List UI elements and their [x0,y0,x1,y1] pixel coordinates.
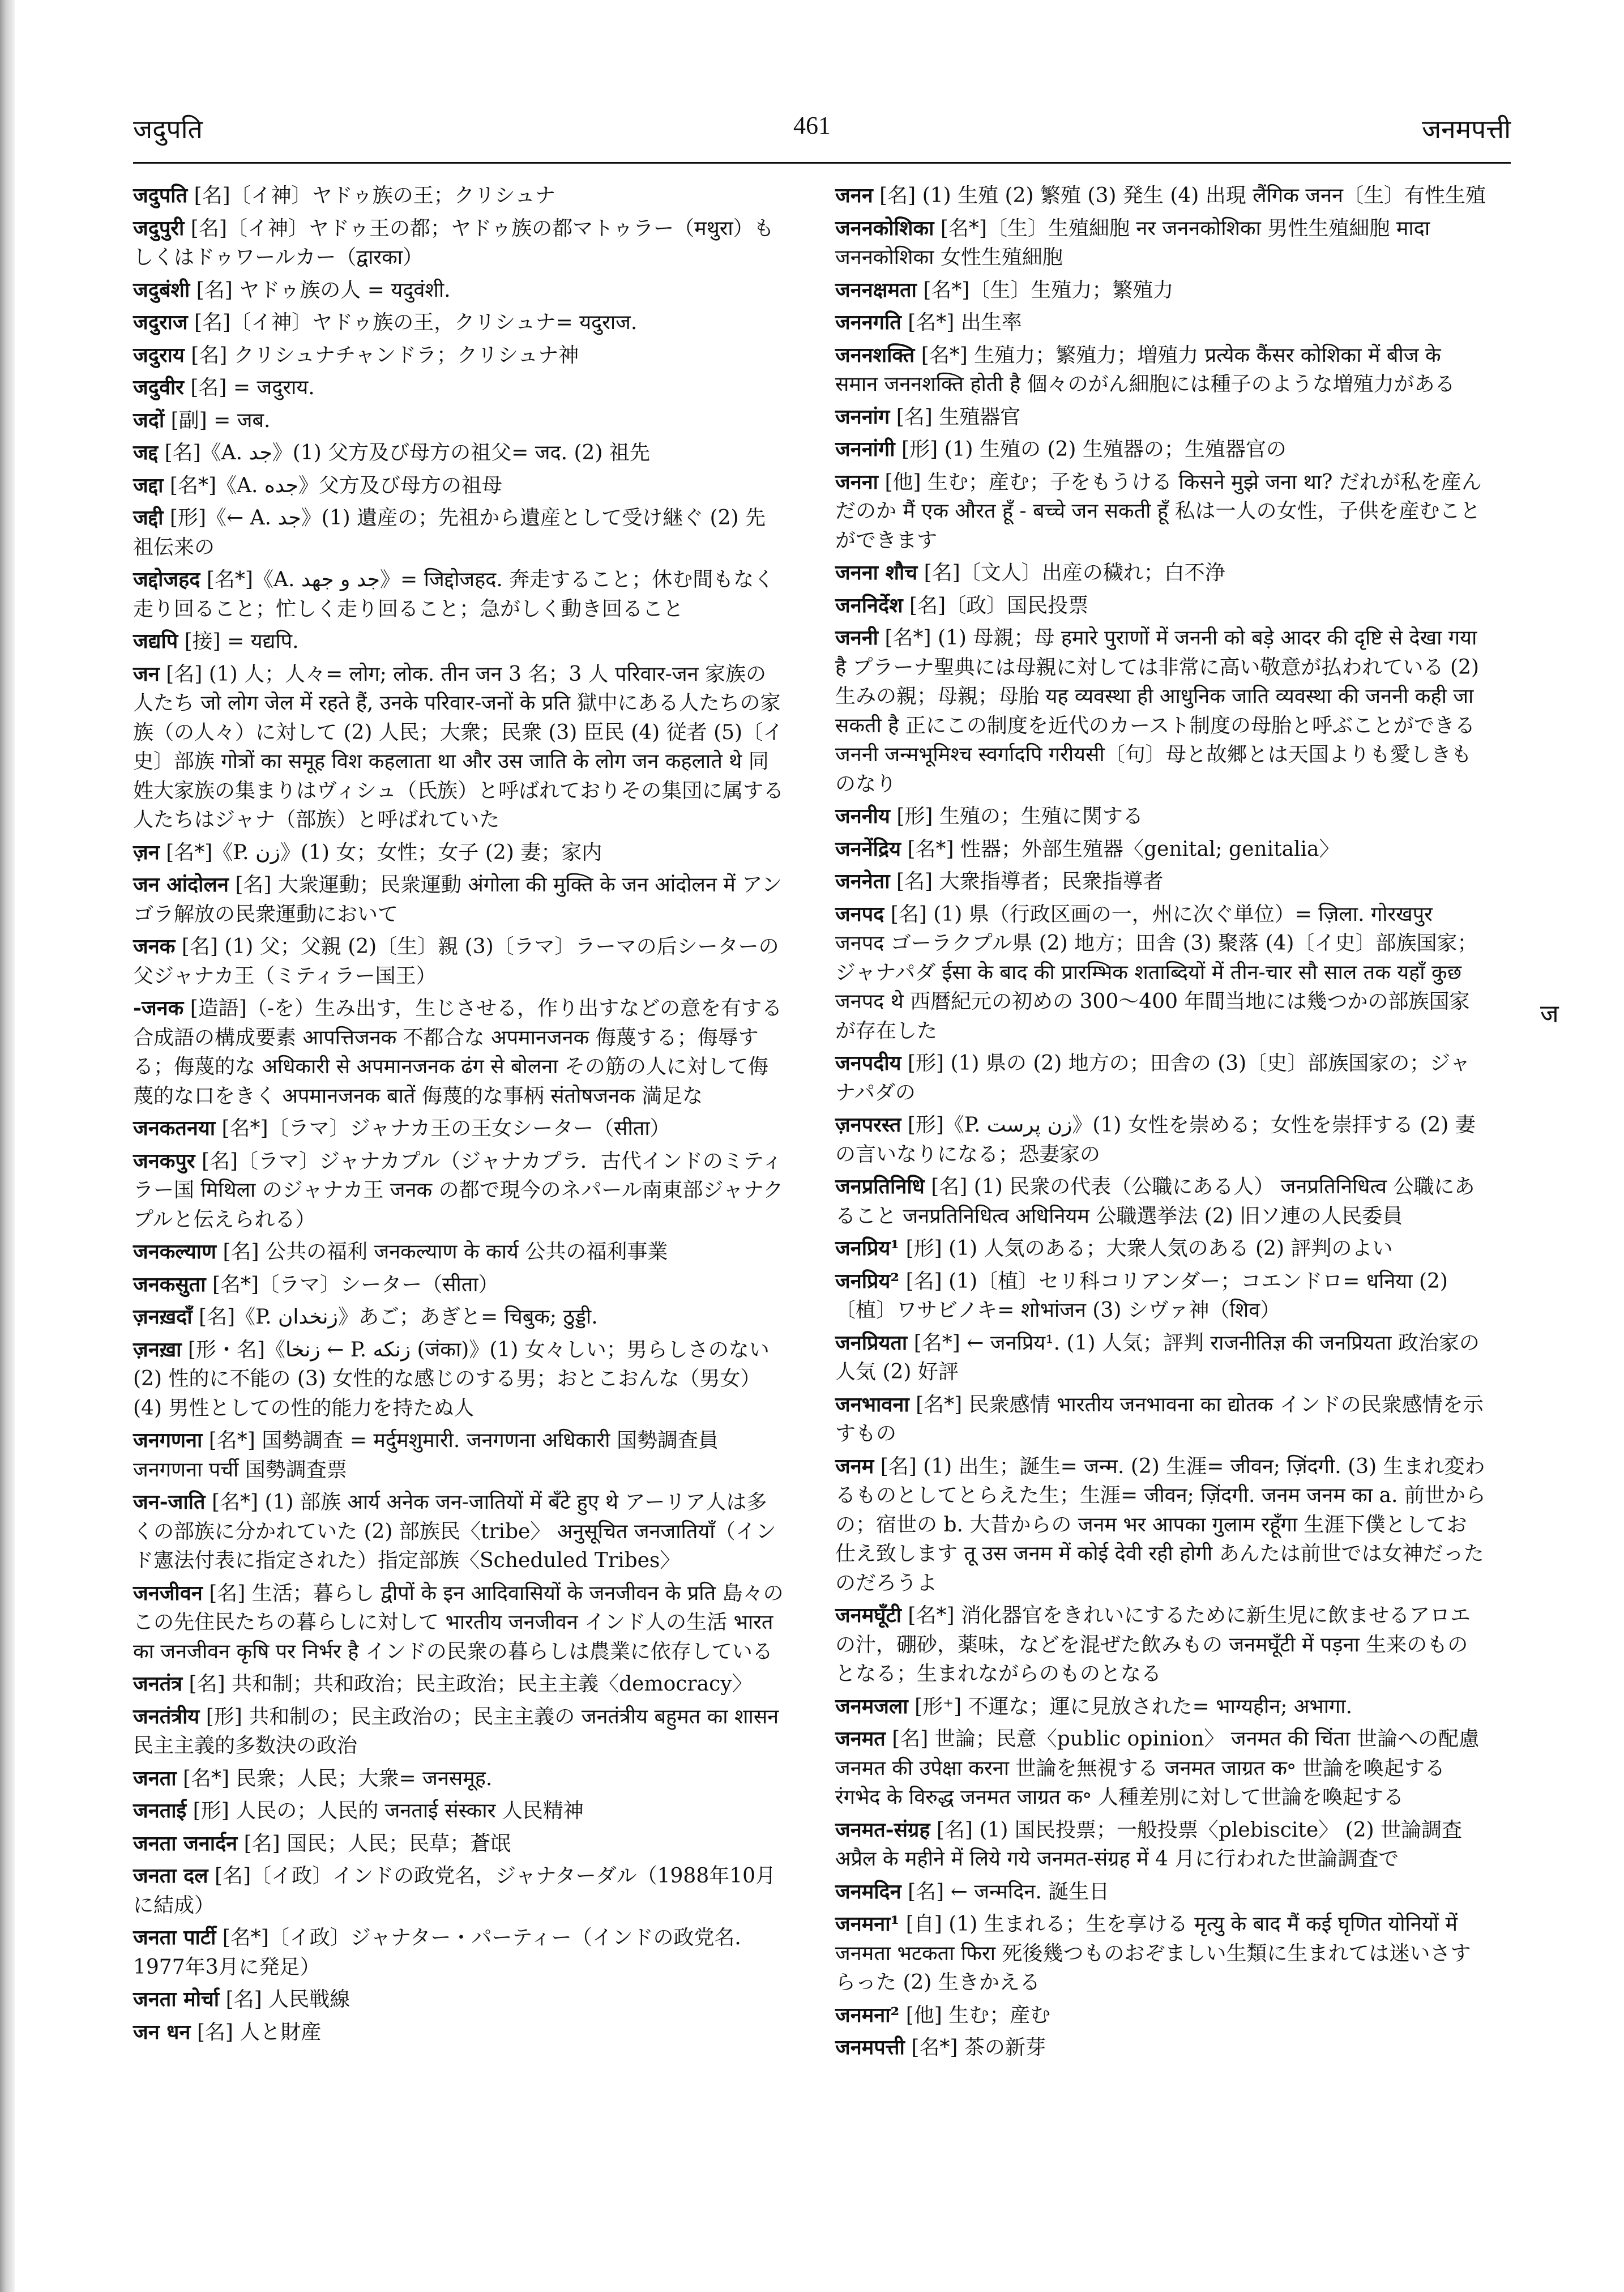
entry-headword: जनप्रिय¹ [835,1236,900,1260]
dictionary-entry [835,591,1486,621]
entry-headword: जननीय [835,804,890,828]
dictionary-entry [835,181,1486,211]
dictionary-entry [835,867,1486,897]
entry-headword: जनमघूँटी [835,1603,901,1627]
entry-headword: जनता जनार्दन [133,1831,238,1855]
entry-definition: [名*] (1) 母親；母 हमारे पुराणों में जननी को बड़े आदर की दृष्टि से देखा गया है プラーナ聖典には母親に対しては非常に高い敬意が払われている (2) 生みの親；母親；母胎 यह व्यवस्था ही आधुनिक जाति व्यवस्था की जननी कही जा सकती है 正にこの制度を近代のカースト制度の母胎と呼ぶことができる जननी जन्मभूमिश्च स्वर्गादपि गरीयसी〔句〕母と故郷とは天国よりも愛しきものなり [835,626,1479,796]
dictionary-entry [133,1764,784,1794]
entry-headword: जनमपत्ती [835,2035,905,2059]
dictionary-entry [133,1147,784,1235]
dictionary-entry [133,438,784,468]
entry-definition: [名]《P. زنخدان》あご；あぎと= चिबुक; ठुड्डी. [199,1305,598,1329]
entry-headword: जननक्षमता [835,278,917,302]
dictionary-entry [835,1910,1486,1998]
dictionary-entry [835,900,1486,1046]
dictionary-entry [133,660,784,835]
entry-headword: जननशक्ति [835,343,915,367]
entry-definition: [名*] 消化器官をきれいにするために新生児に飲ませるアロエの汁，硼砂，薬味，などを混ぜた飲みもの जनमघूँटी में पड़ना 生来のものとなる；生まれながらのものとなる [835,1604,1471,1685]
entry-definition: [名*] 茶の新芽 [911,2036,1046,2059]
dictionary-entry [835,341,1486,399]
entry-definition: [名]〔文人〕出産の穢れ；白不浄 [924,561,1225,584]
dictionary-entry [133,838,784,868]
entry-definition: [形]《P. زن پرست》(1) 女性を崇める；女性を崇拝する (2) 妻の言いなりになる；恐妻家の [835,1113,1476,1166]
entry-headword: जननिर्देश [835,593,903,617]
entry-definition: [名*] 民衆；人民；大衆= जनसमूह. [183,1766,493,1790]
entry-definition: [形] (1) 県の (2) 地方の；田舎の (3)〔史〕部族国家の；ジャナパダの [835,1052,1471,1104]
dictionary-entry [835,1234,1486,1264]
page-number: 461 [793,112,831,139]
entry-definition: [名*] 民衆感情 भारतीय जनभावना का द्योतक インドの民衆感情を示すもの [835,1393,1484,1445]
entry-headword: जनन [835,183,873,207]
dictionary-entry [133,1270,784,1300]
dictionary-entry [835,1267,1486,1325]
dictionary-entry [835,276,1486,305]
entry-definition: [名*]《P. زن》(1) 女；女性；女子 (2) 妻；家内 [166,840,602,864]
entry-headword: जद्दोजहद [133,567,200,591]
entry-headword: जननी [835,626,878,650]
dictionary-entry [835,214,1486,272]
entry-definition: [形]《← A. جد》(1) 遺産の；先祖から遺産として受け継ぐ (2) 先祖伝来の [133,506,766,559]
entry-headword: जनमना¹ [835,1912,900,1936]
entry-definition: [形・名]《زنخا ← P. زنکه (जंका)》(1) 女々しい；男らしさのない (2) 性的に不能の (3) 女性的な感じのする男；おとこおんな（男女） (4) 男性としての性的能力を持たぬ人 [133,1338,770,1420]
dictionary-entry [133,1335,784,1423]
entry-headword: जन आंदोलन [133,873,229,897]
dictionary-entry [835,2001,1486,2030]
dictionary-entry [835,1390,1486,1449]
running-head-right: जनमपत्ती [1422,114,1511,144]
entry-headword: जननकोशिका [835,216,934,240]
entry-definition: [名*] 性器；外部生殖器〈genital; genitalia〉 [907,837,1340,861]
dictionary-entry [133,373,784,403]
entry-definition: [名*]《A. جده》父方及び母方の祖母 [169,473,502,497]
entry-definition: [名] (1) 国民投票；一般投票〈plebiscite〉 (2) 世論調査 अप्रैल के महीने में लिये गये जनमत-संग्रह में 4 月に行われた世論調査で [835,1818,1463,1871]
dictionary-entry [835,1111,1486,1169]
dictionary-entry [133,214,784,272]
entry-definition: [形] 共和制の；民主政治の；民主主義の जनतंत्रीय बहुमत का शासन 民主主義的多数決の政治 [133,1705,779,1757]
entry-definition: [名] 大衆指導者；民衆指導者 [896,870,1164,893]
entry-headword: जनमत-संग्रह [835,1817,930,1842]
dictionary-entry [133,1237,784,1267]
dictionary-entry [133,1796,784,1826]
entry-definition: [名] 共和制；共和政治；民主政治；民主主義〈democracy〉 [189,1672,753,1696]
dictionary-entry [133,1923,784,1982]
dictionary-entry [835,1172,1486,1231]
entry-definition: [名] 生殖器官 [896,405,1021,429]
entry-definition: [接] = यद्यपि. [184,630,299,653]
entry-headword: जदुराय [133,343,185,367]
entry-definition: [名] ヤドゥ族の人 = यदुवंशी. [196,278,451,302]
entry-headword: जद्दी [133,506,164,530]
entry-headword: जनजीवन [133,1581,203,1605]
left-column [133,181,784,2050]
entry-definition: [名*]《A. جد و جهد》= जिद्दोजहद. 奔走すること；休む間もなく走り回ること；忙しく走り回ること；急がしく動き回ること [133,568,775,621]
entry-headword: -जनक [133,996,184,1020]
entry-definition: [名] 人と財産 [196,2020,322,2044]
entry-definition: [名*]〔生〕生殖細胞 नर जननकोशिका 男性生殖細胞 मादा जननकोशिका 女性生殖細胞 [835,216,1430,269]
dictionary-entry [835,1049,1486,1107]
dictionary-entry [835,802,1486,831]
dictionary-entry [133,994,784,1111]
entry-headword: ज़नख़ा [133,1337,182,1361]
dictionary-entry [835,558,1486,588]
dictionary-entry [133,471,784,501]
dictionary-entry [835,308,1486,338]
entry-definition: [名] (1)〔植〕セリ科コリアンダー；コエンドロ= धनिया (2)〔植〕ワサビノキ= शोभांजन (3) シヴァ神（शिव） [835,1269,1448,1322]
dictionary-entry [133,1426,784,1484]
entry-definition: [名*]〔ラマ〕ジャナカ王の王女シーター（सीता） [221,1117,670,1140]
entry-headword: जनकतनया [133,1116,216,1140]
entry-headword: जननेंद्रिय [835,836,901,861]
entry-headword: जनता [133,1766,177,1790]
entry-definition: [自] (1) 生まれる；生を享ける मृत्यु के बाद मैं कई घृणित योनियों में जनमता भटकता फिरा 死後幾つものおぞましい生類に生まれては迷いさすらった (2) 生きかえる [835,1913,1471,1994]
entry-headword: जन-जाति [133,1490,206,1514]
entry-definition: [名*] (1) 部族 आर्य अनेक जन-जातियों में बँटे हुए थे アーリア人は多くの部族に分かれていた (2) 部族民〈tribe〉 अनुसूचित जनजातियाँ（インド憲法付表に指定された）指定部族〈Scheduled Tribes〉 [133,1491,776,1572]
entry-definition: [名] (1) 出生；誕生= जन्म. (2) 生涯= जीवन; ज़िंदगी. (3) 生まれ変わるものとしてとらえた生；生涯= जीवन; ज़िंदगी. जनम जनम का a. 前世からの；宿世の b. 大昔からの जनम भर आपका गुलाम रहूँगा 生涯下僕としてお仕え致します तू उस जनम में कोई देवी रही होगी あんたは前世では女神だったのだろうよ [835,1454,1486,1595]
entry-definition: [名] (1) 民衆の代表（公職にある人） जनप्रतिनिधित्व 公職にあること जनप्रतिनिधित्व अधिनियम 公職選挙法 (2) 旧ソ連の人民委員 [835,1175,1475,1228]
right-column [835,181,1486,2066]
dictionary-entry [835,1725,1486,1812]
dictionary-entry [133,1303,784,1332]
entry-headword: जनक [133,934,176,958]
entry-headword: जनमजला [835,1694,908,1718]
entry-headword: जननेता [835,869,890,893]
dictionary-entry [835,1452,1486,1598]
entry-definition: [造語]（-を）生み出す，生じさせる，作り出すなどの意を有する合成語の構成要素 आपत्तिजनक 不都合な अपमानजनक 侮蔑する；侮辱する；侮蔑的な अधिकारी से अपमानजनक ढंग से बोलना その筋の人に対して侮蔑的な口をきく अपमानजनक बातें 侮蔑的な事柄 संतोषजनक 満足な [133,997,783,1108]
entry-headword: जनमना² [835,2003,900,2027]
entry-headword: जनता दल [133,1864,208,1888]
entry-definition: [名*]〔イ政〕ジャナター・パーティー（インドの政党名．1977年3月に発足） [133,1926,755,1979]
dictionary-entry [133,2018,784,2047]
dictionary-entry [133,627,784,656]
entry-definition: [名*] 生殖力；繁殖力；増殖力 प्रत्येक कैंसर कोशिका में बीज के समान जननशक्ति होती है 個々のがん細胞には種子のような増殖力がある [835,343,1455,396]
dictionary-entry [133,1862,784,1920]
entry-headword: जदुराज [133,310,188,334]
entry-headword: जननांग [835,404,890,429]
dictionary-entry [133,406,784,436]
entry-definition: [形⁺] 不運な；運に見放された= भाग्यहीन; अभागा. [914,1695,1353,1718]
entry-definition: [名] 国民；人民；民草；蒼氓 [243,1832,511,1855]
entry-definition: [名] (1) 人；人々= लोग; लोक. तीन जन 3 名；3 人 परिवार-जन 家族の人たち जो लोग जेल में रहते हैं, उनके परिवार-जनों के प्रति 獄中にある人たちの家族（の人々）に対して (2) 人民；大衆；民衆 (3) 臣民 (4) 従者 (5)〔イ史〕部族 गोत्रों का समूह विश कहलाता था और उस जाति के लोग जन कहलाते थे 同姓大家族の集まりはヴィシュ（氏族）と呼ばれておりその集団に属する人たちはジャナ（部族）と呼ばれていた [133,662,784,831]
dictionary-entry [133,1829,784,1859]
entry-definition: [名] 大衆運動；民衆運動 अंगोला की मुक्ति के जन आंदोलन में アンゴラ解放の民衆運動において [133,873,782,926]
entry-definition: [形] (1) 人気のある；大衆人気のある (2) 評判のよい [905,1237,1393,1260]
entry-definition: [名]〔政〕国民投票 [909,594,1089,617]
entry-definition: [名*]〔ラマ〕シーター（सीता） [212,1273,499,1296]
entry-definition: [名] クリシュナチャンドラ；クリシュナ神 [191,343,579,367]
dictionary-entry [835,468,1486,556]
dictionary-entry [133,1114,784,1143]
entry-headword: जदुबंशी [133,278,190,302]
entry-definition: [名] 公共の福利 जनकल्याण के कार्य 公共の福利事業 [223,1240,668,1264]
entry-headword: जनप्रतिनिधि [835,1175,925,1198]
entry-headword: जननांगी [835,437,895,461]
entry-headword: जनतंत्रीय [133,1704,200,1728]
entry-headword: जनपद [835,902,884,926]
dictionary-entry [835,1692,1486,1722]
scan-edge [0,0,15,2292]
entry-definition: [名*] 出生率 [908,311,1022,334]
dictionary-entry [835,2033,1486,2063]
entry-definition: [他] 生む；産む [905,2003,1051,2027]
entry-definition: [名] (1) 父；父親 (2)〔生〕親 (3)〔ラマ〕ラーマの后シーターの父ジャナカ王（ミティラー国王） [133,935,779,988]
dictionary-entry [835,403,1486,432]
entry-headword: जदुपुरी [133,216,185,240]
dictionary-entry [133,503,784,562]
dictionary-entry [835,624,1486,799]
dictionary-entry [133,181,784,211]
entry-headword: जनना शौच [835,561,918,584]
entry-definition: [名]〔ラマ〕ジャナカプル（ジャナカプラ．古代インドのミティラー国 मिथिला のジャナカ王 जनक の都で現今のネパール南東部ジャナクプルと伝えられる） [133,1149,784,1231]
entry-definition: [名*] ← जनप्रिय¹. (1) 人気；評判 राजनीतिज्ञ की जनप्रियता 政治家の人気 (2) 好評 [835,1331,1480,1384]
entry-definition: [名] 世論；民意〈public opinion〉 जनमत की चिंता 世論への配慮 जनमत की उपेक्षा करना 世論を無視する जनमत जाग्रत क॰ 世論を喚起する रंगभेद के विरुद्ध जनमत जाग्रत क॰ 人種差別に対して世論を喚起する [835,1727,1479,1809]
entry-headword: जद्यपि [133,629,178,653]
dictionary-entry [133,308,784,338]
entry-definition: [名*] 国勢調査 = मर्दुमशुमारी. जनगणना अधिकारी 国勢調査員 जनगणना पर्ची 国勢調査票 [133,1429,719,1482]
dictionary-entry [835,1877,1486,1907]
entry-headword: जनकपुर [133,1149,195,1173]
entry-headword: जदों [133,408,165,432]
entry-headword: जनकसुता [133,1272,206,1296]
entry-definition: [他] 生む；産む；子をもうける किसने मुझे जना था? だれが私を産んだのか मैं एक औरत हूँ - बच्चे जन सकती हूँ 私は一人の女性，子供を産むことができます [835,470,1482,552]
entry-definition: [名] (1) 生殖 (2) 繁殖 (3) 発生 (4) 出現 लैंगिक जनन〔生〕有性生殖 [879,184,1486,207]
entry-headword: जनमदिन [835,1879,901,1903]
entry-definition: [名*]〔生〕生殖力；繁殖力 [923,278,1174,302]
entry-definition: [名] 生活；暮らし द्वीपों के इन आदिवासियों के जनजीवन के प्रति 島々のこの先住民たちの暮らしに対して भारतीय जनजीवन インド人の生活 भारत का जनजीवन कृषि पर निर्भर है インドの民衆の暮らしは農業に依存している [133,1581,784,1663]
entry-definition: [名]〔イ神〕ヤドゥ王の都；ヤドゥ族の都マトゥラー（मथुरा）もしくはドゥワールカー（द्वारका） [133,216,774,269]
entry-definition: [名] ← जन्मदिन. 誕生日 [908,1880,1110,1903]
entry-headword: ज़नख़दाँ [133,1305,193,1329]
dictionary-entry [133,1579,784,1667]
dictionary-entry [835,1329,1486,1387]
entry-headword: जद्दा [133,473,164,497]
dictionary-entry [835,835,1486,864]
dictionary-entry [835,1601,1486,1689]
dictionary-entry [133,1985,784,2014]
dictionary-entry [133,565,784,624]
entry-headword: ज़न [133,840,160,864]
entry-definition: [形] (1) 生殖の (2) 生殖器の；生殖器官の [901,438,1287,461]
entry-headword: जनकल्याण [133,1240,217,1264]
dictionary-entry [133,870,784,929]
entry-headword: जनपदीय [835,1051,901,1075]
entry-definition: [名] = जदुराय. [190,376,315,399]
dictionary-entry [133,341,784,370]
dictionary-entry [133,276,784,305]
dictionary-entry [133,1702,784,1761]
dictionary-entry [133,1670,784,1699]
entry-headword: जदुवीर [133,375,184,399]
entry-headword: जनतंत्र [133,1672,183,1696]
entry-definition: [名]《A. جد》(1) 父方及び母方の祖父= जद. (2) 祖先 [164,441,650,464]
entry-headword: जनता पार्टी [133,1926,216,1949]
dictionary-entry [835,435,1486,464]
entry-definition: [名]〔イ神〕ヤドゥ族の王，クリシュナ= यदुराज. [194,311,638,334]
entry-headword: जनना [835,470,878,494]
dictionary-entry [133,932,784,991]
entry-definition: [形] 人民の；人民的 जनताई संस्कार 人民精神 [193,1799,584,1822]
dictionary-entry [133,1488,784,1576]
entry-headword: जन [133,661,160,686]
entry-headword: जनगणना [133,1428,203,1452]
entry-headword: जद्द [133,441,159,464]
entry-headword: जनताई [133,1799,187,1822]
entry-definition: [形] 生殖の；生殖に関する [896,805,1143,828]
thumb-index-letter: ज [1540,1000,1559,1028]
entry-definition: [名] (1) 県（行政区画の一，州に次ぐ単位）= ज़िला. गोरखपुर जनपद ゴーラクプル県 (2) 地方；田舎 (3) 聚落 (4)〔イ史〕部族国家；ジャナパダ ईसा के बाद की प्रारम्भिक शताब्दियों में तीन-चार सौ साल तक यहाँ कुछ जनपद थे 西暦紀元の初めの 300〜400 年間当地には幾つかの部族国家が存在した [835,902,1478,1043]
entry-definition: [副] = जब. [170,408,271,432]
entry-definition: [名]〔イ神〕ヤドゥ族の王；クリシュナ [194,184,556,207]
dictionary-entry [835,1816,1486,1874]
entry-definition: [名]〔イ政〕インドの政党名，ジャナターダル（1988年10月に結成） [133,1864,776,1917]
entry-headword: ज़नपरस्त [835,1113,901,1137]
entry-headword: जनमत [835,1727,886,1751]
entry-headword: जननगति [835,310,901,334]
entry-headword: जदुपति [133,183,188,207]
entry-headword: जन धन [133,2020,191,2044]
entry-headword: जनभावना [835,1392,909,1416]
entry-definition: [名] 人民戦線 [225,1988,351,2011]
header-rule [133,162,1511,164]
entry-headword: जनप्रिय² [835,1269,900,1293]
running-head-left: जदुपति [133,114,203,144]
entry-headword: जनप्रियता [835,1330,908,1355]
entry-headword: जनम [835,1454,874,1478]
entry-headword: जनता मोर्चा [133,1987,220,2011]
